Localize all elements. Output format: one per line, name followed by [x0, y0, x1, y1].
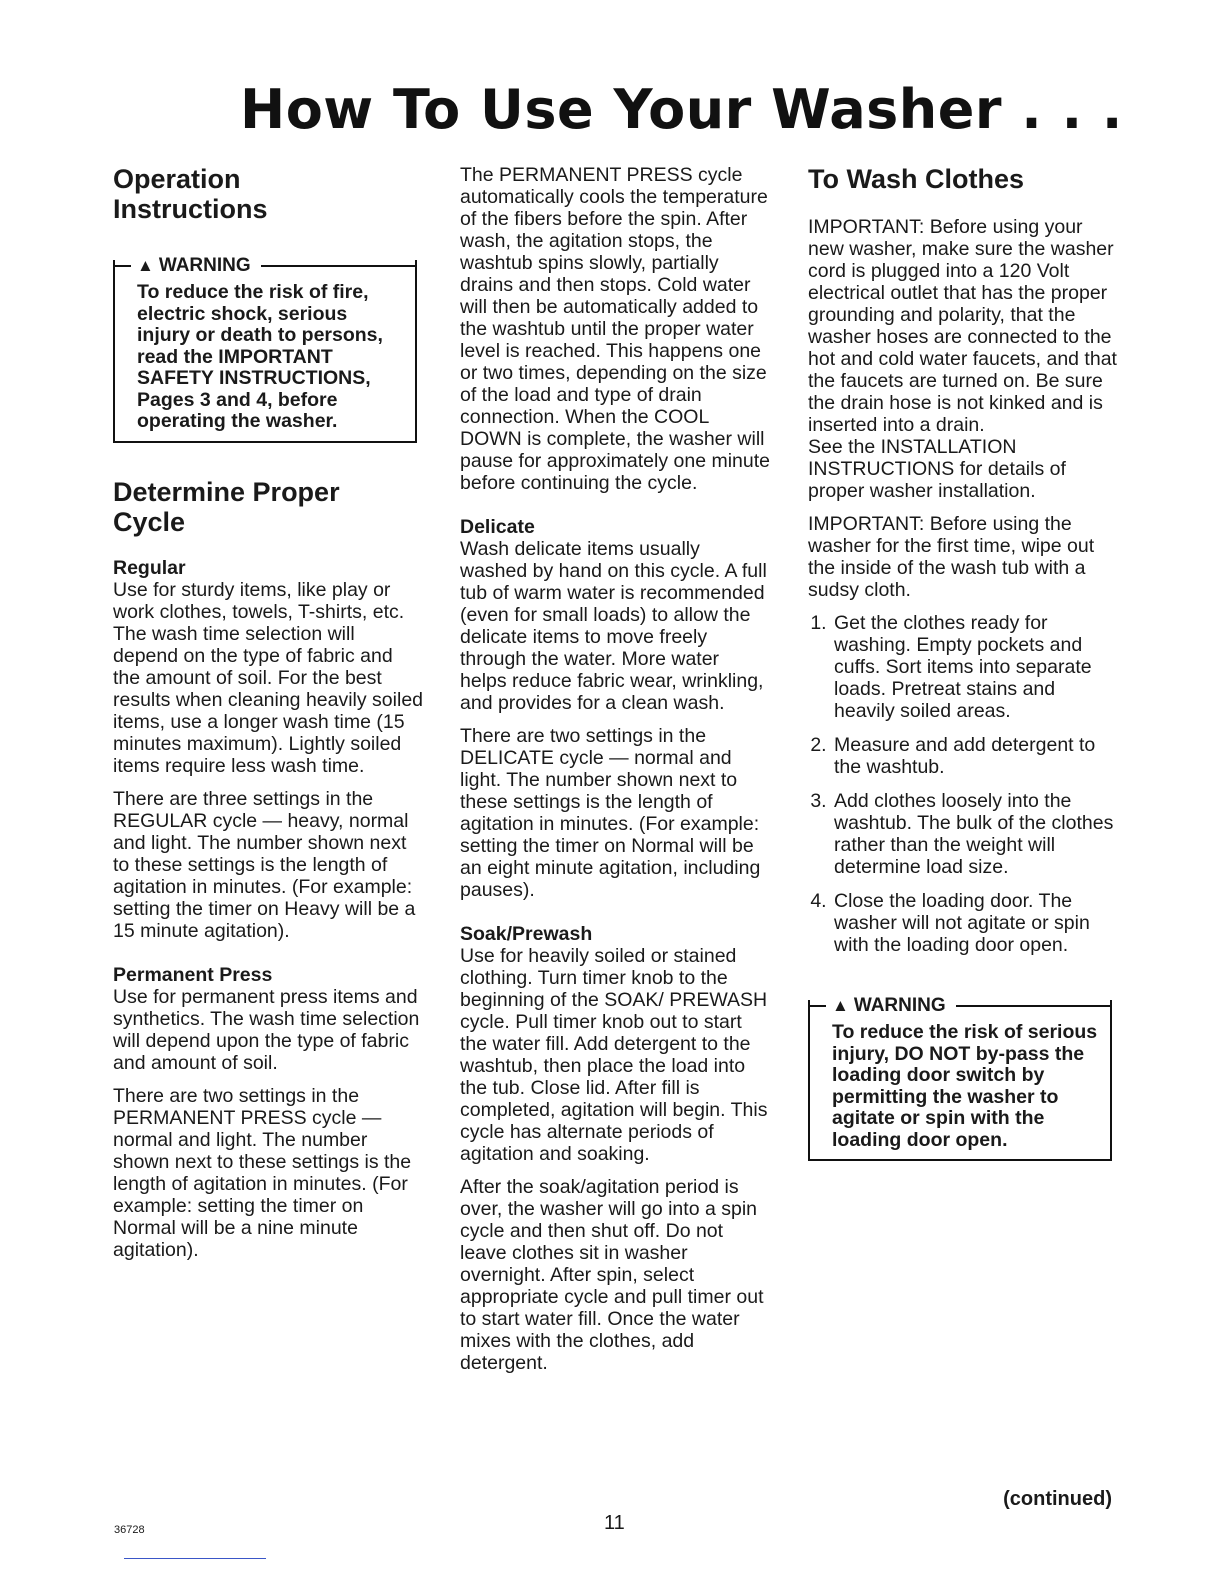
- continued-label: (continued): [1003, 1488, 1112, 1510]
- warning-header: [810, 995, 1110, 1017]
- list-item: 4. Close the loading door. The washer will not agitate or spin with the loading door open.: [832, 890, 1118, 956]
- warning-text: To reduce the risk of fire, electric shock, serious injury or death to persons, read the IMPORTANT SAFETY INSTRUCTIONS, Pages 3 and 4, before operating the washer.: [137, 281, 383, 432]
- warning-text: To reduce the risk of serious injury, DO NOT by-pass the loading door switch by permitting the washer to agitate or spin with the loading door open.: [832, 1021, 1098, 1151]
- warning-triangle-icon: ▲: [832, 996, 849, 1015]
- important-paragraph-1: IMPORTANT: Before using your new washer, make sure the washer cord is plugged into a 120 Volt electrical outlet that has the proper grounding and polarity, that the washer hoses are connected to the hot and cold water faucets, and that the faucets are turned on. Be sure the drain hose is not kinked and is inserted into a drain.: [808, 216, 1117, 436]
- subheading-soak-prewash: Soak/Prewash: [460, 923, 593, 945]
- subheading-regular: Regular: [113, 556, 186, 579]
- page-title: How To Use Your Washer . . .: [240, 78, 1123, 141]
- column-middle: [460, 164, 770, 1385]
- list-item: 2. Measure and add detergent to the washtub.: [832, 734, 1118, 778]
- page-number: 11: [604, 1512, 625, 1534]
- warning-label: WARNING: [158, 255, 251, 276]
- warning-header: [115, 255, 415, 277]
- regular-paragraph-1: Use for sturdy items, like play or work clothes, towels, T-shirts, etc. The wash time selection will depend on the type of fabric and the amount of soil. For the best results when cleaning heavily soiled items, use a longer wash time (15 minutes maximum). Lightly soiled items require less wash time.: [113, 578, 424, 777]
- list-item: 3. Add clothes loosely into the washtub. The bulk of the clothes rather than the weight will determine load size.: [832, 790, 1118, 878]
- column-left: [113, 164, 423, 1272]
- section-heading-wash-clothes: To Wash Clothes: [808, 164, 1024, 194]
- warning-triangle-icon: ▲: [137, 256, 154, 275]
- wash-steps-list: [808, 612, 1118, 956]
- soak-paragraph-1: Use for heavily soiled or stained clothing. Turn timer knob to the beginning of the SOAK/ PREWASH cycle. Pull timer knob out to start the water fill. Add detergent to the washtub, then place the load into the tub. Close lid. After fill is completed, agitation will begin. This cycle has alternate periods of agitation and soaking.: [460, 945, 768, 1165]
- document-number: 36728: [114, 1524, 145, 1536]
- section-heading-cycle: Determine Proper Cycle: [113, 476, 340, 537]
- delicate-paragraph-1: Wash delicate items usually washed by hand on this cycle. A full tub of warm water is recommended (even for small loads) to allow the delicate items to move freely through the water. More water helps reduce fabric wear, wrinkling, and provides for a clean wash.: [460, 538, 767, 714]
- installation-reference: See the INSTALLATION INSTRUCTIONS for details of proper washer installation.: [808, 436, 1066, 502]
- regular-paragraph-2: There are three settings in the REGULAR cycle — heavy, normal and light. The number shown next to these settings is the length of agitation in minutes. (For example: setting the timer on Heavy will be a 15 minute agitation).: [113, 787, 416, 942]
- warning-box: [113, 255, 417, 443]
- soak-paragraph-2: After the soak/agitation period is over, the washer will go into a spin cycle and then shut off. Do not leave clothes sit in washer overnight. After spin, select appropriate cycle and pull timer out to start water fill. Once the water mixes with the clothes, add detergent.: [460, 1176, 764, 1374]
- column-right: [808, 164, 1118, 1195]
- footer-divider: [124, 1558, 266, 1559]
- permanent-paragraph-1: Use for permanent press items and synthetics. The wash time selection will depend upon the type of fabric and amount of soil.: [113, 985, 420, 1074]
- warning-label: WARNING: [853, 995, 946, 1016]
- important-paragraph-2: IMPORTANT: Before using the washer for the first time, wipe out the inside of the wash tub with a sudsy cloth.: [808, 513, 1095, 601]
- section-heading-operation: Operation Instructions: [113, 164, 268, 224]
- permanent-paragraph-2: There are two settings in the PERMANENT PRESS cycle — normal and light. The number shown next to these settings is the length of agitation in minutes. (For example: setting the timer on Normal will be a nine minute agitation).: [113, 1084, 412, 1261]
- permanent-press-cooldown-paragraph: The PERMANENT PRESS cycle automatically cools the temperature of the fibers before the spin. After wash, the agitation stops, the washtub spins slowly, partially drains and then stops. Cold water will then be automatically added to the washtub until the proper water level is reached. This happens one or two times, depending on the size of the load and type of drain connection. When the COOL DOWN is complete, the washer will pause for approximately one minute before continuing the cycle.: [460, 164, 771, 494]
- subheading-permanent-press: Permanent Press: [113, 963, 273, 986]
- delicate-paragraph-2: There are two settings in the DELICATE cycle — normal and light. The number shown next to these settings is the length of agitation in minutes. (For example: setting the timer on Normal will be an eight minute agitation, including pauses).: [460, 725, 761, 901]
- subheading-delicate: Delicate: [460, 516, 535, 538]
- list-item: 1. Get the clothes ready for washing. Empty pockets and cuffs. Sort items into separate loads. Pretreat stains and heavily soiled areas.: [832, 612, 1118, 722]
- warning-box: [808, 995, 1112, 1161]
